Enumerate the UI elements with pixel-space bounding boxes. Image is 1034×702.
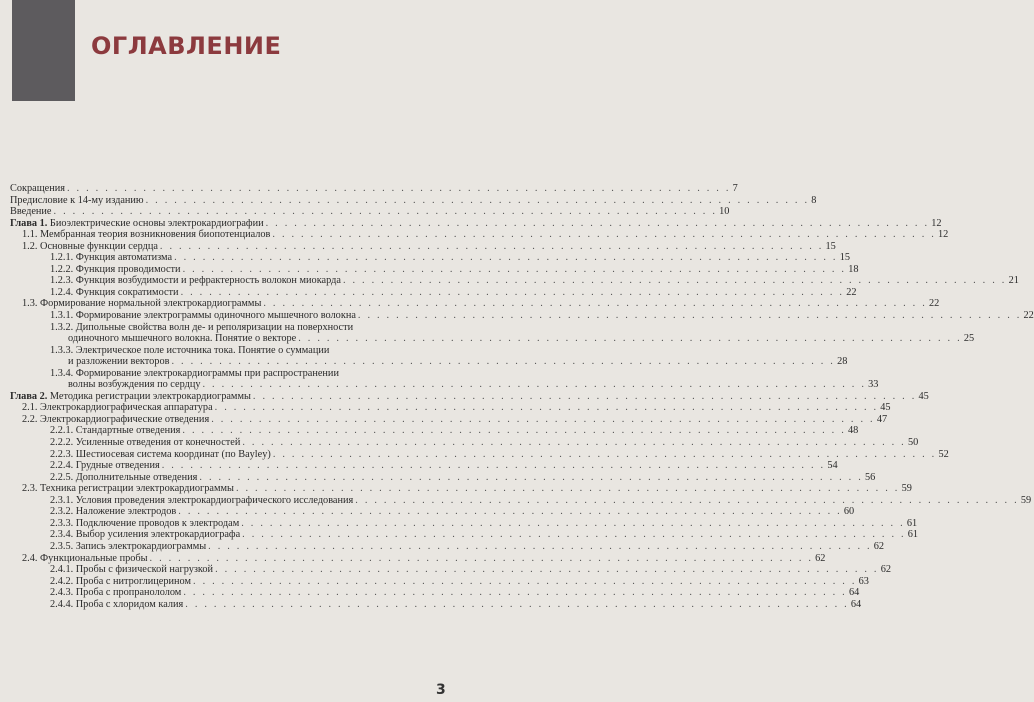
leader-dots xyxy=(266,218,930,230)
toc-entry-text: 2.3.3. Подключение проводов к электродам xyxy=(50,517,240,529)
toc-page-number: 22 xyxy=(846,286,857,298)
toc-page-number: 64 xyxy=(848,587,860,599)
toc-entry-text: 2.2.1. Стандартные отведения xyxy=(50,425,181,437)
toc-entry-text: Предисловие к 14-му изданию xyxy=(10,194,144,206)
toc-entry[interactable] xyxy=(10,575,869,588)
toc-entry-text: 2.3. Техника регистрации электрокардиограммы xyxy=(22,483,234,495)
toc-entry-text-continued: и разложении векторов xyxy=(68,356,170,368)
toc-chapter-entry[interactable] xyxy=(10,217,942,230)
toc-entry[interactable] xyxy=(10,460,838,472)
page-title: ОГЛАВЛЕНИЕ xyxy=(91,32,282,60)
toc-entry[interactable] xyxy=(10,252,850,264)
leader-dots xyxy=(358,310,1022,322)
toc-entry[interactable] xyxy=(10,529,919,541)
toc-entry[interactable] xyxy=(10,540,885,553)
toc-page-number: 61 xyxy=(907,529,919,541)
toc-entry[interactable] xyxy=(10,517,918,530)
leader-dots xyxy=(185,599,849,611)
chapter-label: Глава 1. xyxy=(10,217,48,229)
toc-entry[interactable] xyxy=(10,367,879,391)
toc-page-number: 48 xyxy=(848,425,859,437)
toc-page-number: 21 xyxy=(1008,275,1019,287)
leader-dots xyxy=(182,425,846,437)
leader-dots xyxy=(202,379,866,391)
toc-entry[interactable] xyxy=(10,263,859,276)
toc-page-number: 15 xyxy=(839,252,850,264)
leader-dots xyxy=(215,564,879,576)
leader-dots xyxy=(174,252,838,264)
toc-entry-text: Биоэлектрические основы электрокардиографии xyxy=(49,217,264,229)
leader-dots xyxy=(355,495,1019,507)
toc-entry-text: 2.2.2. Усиленные отведения от конечностей xyxy=(50,437,241,449)
toc-entry[interactable] xyxy=(10,183,738,195)
toc-page-number: 12 xyxy=(938,229,949,241)
toc-page-number: 10 xyxy=(719,206,730,218)
toc-entry-text: 2.4.1. Пробы с физической нагрузкой xyxy=(50,564,214,576)
toc-page-number: 56 xyxy=(865,471,876,483)
leader-dots xyxy=(215,402,879,414)
toc-page-number: 33 xyxy=(868,379,879,391)
toc-page-number: 45 xyxy=(918,390,929,402)
toc-entry-text: 1.3.3. Электрическое поле источника тока. Понятие о суммации xyxy=(50,344,330,356)
toc-page-number: 25 xyxy=(963,333,975,345)
toc-page-number: 54 xyxy=(827,460,838,472)
toc-entry-text: 1.2.2. Функция проводимости xyxy=(50,263,181,275)
toc-page-number: 47 xyxy=(876,413,888,425)
chapter-label: Глава 2. xyxy=(10,390,48,402)
toc-page-number: 12 xyxy=(931,217,942,229)
toc-entry-text: 1.3. Формирование нормальной электрокардиограммы xyxy=(22,298,262,310)
leader-dots xyxy=(67,183,731,195)
toc-entry[interactable] xyxy=(10,587,860,599)
toc-entry[interactable] xyxy=(10,194,817,207)
toc-page-number: 61 xyxy=(906,517,918,529)
leader-dots xyxy=(263,298,927,310)
toc-entry-text: 2.2.5. Дополнительные отведения xyxy=(50,471,198,483)
toc-entry-text: 2.4.4. Проба с хлоридом калия xyxy=(50,598,184,610)
leader-dots xyxy=(171,356,835,368)
toc-entry[interactable] xyxy=(10,402,891,414)
leader-dots xyxy=(253,391,917,403)
leader-dots xyxy=(241,518,905,530)
toc-entry-text: 1.2.1. Функция автоматизма xyxy=(50,252,173,264)
toc-page-number: 45 xyxy=(880,402,891,414)
toc-entry-text: 2.2.3. Шестиосевая система координат (по Bayley) xyxy=(50,448,271,460)
leader-dots xyxy=(146,195,810,207)
toc-page-number: 59 xyxy=(901,483,912,495)
leader-dots xyxy=(160,241,824,253)
toc-page-number: 63 xyxy=(858,575,869,587)
leader-dots xyxy=(162,460,826,472)
toc-entry-text: 2.3.5. Запись электрокардиограммы xyxy=(50,540,207,552)
toc-entry[interactable] xyxy=(10,471,876,484)
leader-dots xyxy=(54,206,718,218)
toc-page-number: 8 xyxy=(811,194,817,206)
toc-entry[interactable] xyxy=(10,229,949,241)
toc-entry[interactable] xyxy=(10,344,848,368)
toc-entry-text: Методика регистрации электрокардиограммы xyxy=(49,390,251,402)
toc-entry-text: 1.3.2. Дипольные свойства волн де- и реполяризации на поверхности xyxy=(50,321,354,333)
leader-dots xyxy=(183,587,847,599)
toc-entry-text: 1.1. Мембранная теория возникновения биопотенциалов xyxy=(22,229,271,241)
leader-dots xyxy=(298,333,962,345)
leader-dots xyxy=(272,229,936,241)
toc-entry-text: 2.4. Функциональные пробы xyxy=(22,552,148,564)
toc-page-number: 59 xyxy=(1020,494,1032,506)
toc-page-number: 62 xyxy=(815,552,826,564)
toc-page-number: 15 xyxy=(825,240,836,252)
toc-entry-text: 2.1. Электрокардиографическая аппаратура xyxy=(22,402,213,414)
toc-page-number: 28 xyxy=(837,356,848,368)
toc-entry[interactable] xyxy=(10,437,919,449)
toc-entry-text: 1.3.1. Формирование электрограммы одиночного мышечного волокна xyxy=(50,310,356,322)
leader-dots xyxy=(183,264,847,276)
leader-dots xyxy=(199,472,863,484)
toc-page-number: 64 xyxy=(850,598,862,610)
toc-page-number: 22 xyxy=(1023,310,1034,322)
toc-entry-text: 2.4.3. Проба с пропранололом xyxy=(50,587,182,599)
toc-entry-text: 2.3.2. Наложение электродов xyxy=(50,506,177,518)
leader-dots xyxy=(242,529,906,541)
leader-dots xyxy=(343,275,1007,287)
toc-entry-text: 1.2.3. Функция возбудимости и рефрактерность волокон миокарда xyxy=(50,275,341,287)
toc-entry-text: 1.2. Основные функции сердца xyxy=(22,240,158,252)
toc-entry[interactable] xyxy=(10,506,855,518)
leader-dots xyxy=(208,541,872,553)
leader-dots xyxy=(178,506,842,518)
toc-entry[interactable] xyxy=(10,240,836,253)
toc-entry-text-continued: волны возбуждения по сердцу xyxy=(68,379,201,391)
leader-dots xyxy=(242,437,906,449)
leader-dots xyxy=(236,483,900,495)
leader-dots xyxy=(193,576,857,588)
toc-entry[interactable] xyxy=(10,321,975,345)
toc-page-number: 22 xyxy=(929,298,940,310)
toc-page-number: 62 xyxy=(880,564,891,576)
toc-entry[interactable] xyxy=(10,286,857,299)
toc-entry[interactable] xyxy=(10,564,891,576)
title-color-block xyxy=(12,0,75,101)
toc-page-number: 18 xyxy=(848,263,859,275)
toc-entry-text: Введение xyxy=(10,206,52,218)
toc-entry[interactable] xyxy=(10,298,940,310)
toc-entry-text: 2.4.2. Проба с нитроглицерином xyxy=(50,575,192,587)
toc-page-number: 7 xyxy=(732,183,738,194)
toc-entry-text: 2.2.4. Грудные отведения xyxy=(50,460,160,472)
toc-entry-text: 1.2.4. Функция сократимости xyxy=(50,286,179,298)
page-number: 3 xyxy=(436,682,446,698)
leader-dots xyxy=(181,287,845,299)
leader-dots xyxy=(211,414,875,426)
toc-entry-text: 2.3.4. Выбор усиления электрокардиографа xyxy=(50,529,241,541)
toc-entry[interactable] xyxy=(10,310,1034,322)
toc-entry[interactable] xyxy=(10,206,730,218)
toc-entry[interactable] xyxy=(10,275,1019,287)
toc-entry-text: 1.3.4. Формирование электрокардиограммы при распространении xyxy=(50,367,339,379)
toc-entry[interactable] xyxy=(10,448,949,461)
table-of-contents xyxy=(10,183,1034,610)
toc-entry-text: 2.3.1. Условия проведения электрокардиографического исследования xyxy=(50,494,354,506)
toc-page-number: 60 xyxy=(843,506,855,518)
leader-dots xyxy=(273,449,937,461)
leader-dots xyxy=(150,553,814,565)
toc-entry[interactable] xyxy=(10,598,862,611)
toc-page-number: 62 xyxy=(873,540,885,552)
toc-entry-text: 2.2. Электрокардиографические отведения xyxy=(22,413,210,425)
toc-page-number: 50 xyxy=(907,437,919,449)
toc-page-number: 52 xyxy=(938,448,949,460)
toc-entry-text: Сокращения xyxy=(10,183,65,194)
toc-entry[interactable] xyxy=(10,494,1032,507)
toc-entry-text-continued: одиночного мышечного волокна. Понятие о векторе xyxy=(68,333,297,345)
toc-chapter-entry[interactable] xyxy=(10,390,929,403)
toc-entry[interactable] xyxy=(10,425,859,437)
toc-entry[interactable] xyxy=(10,483,912,495)
toc-entry[interactable] xyxy=(10,552,826,565)
toc-entry[interactable] xyxy=(10,413,888,426)
